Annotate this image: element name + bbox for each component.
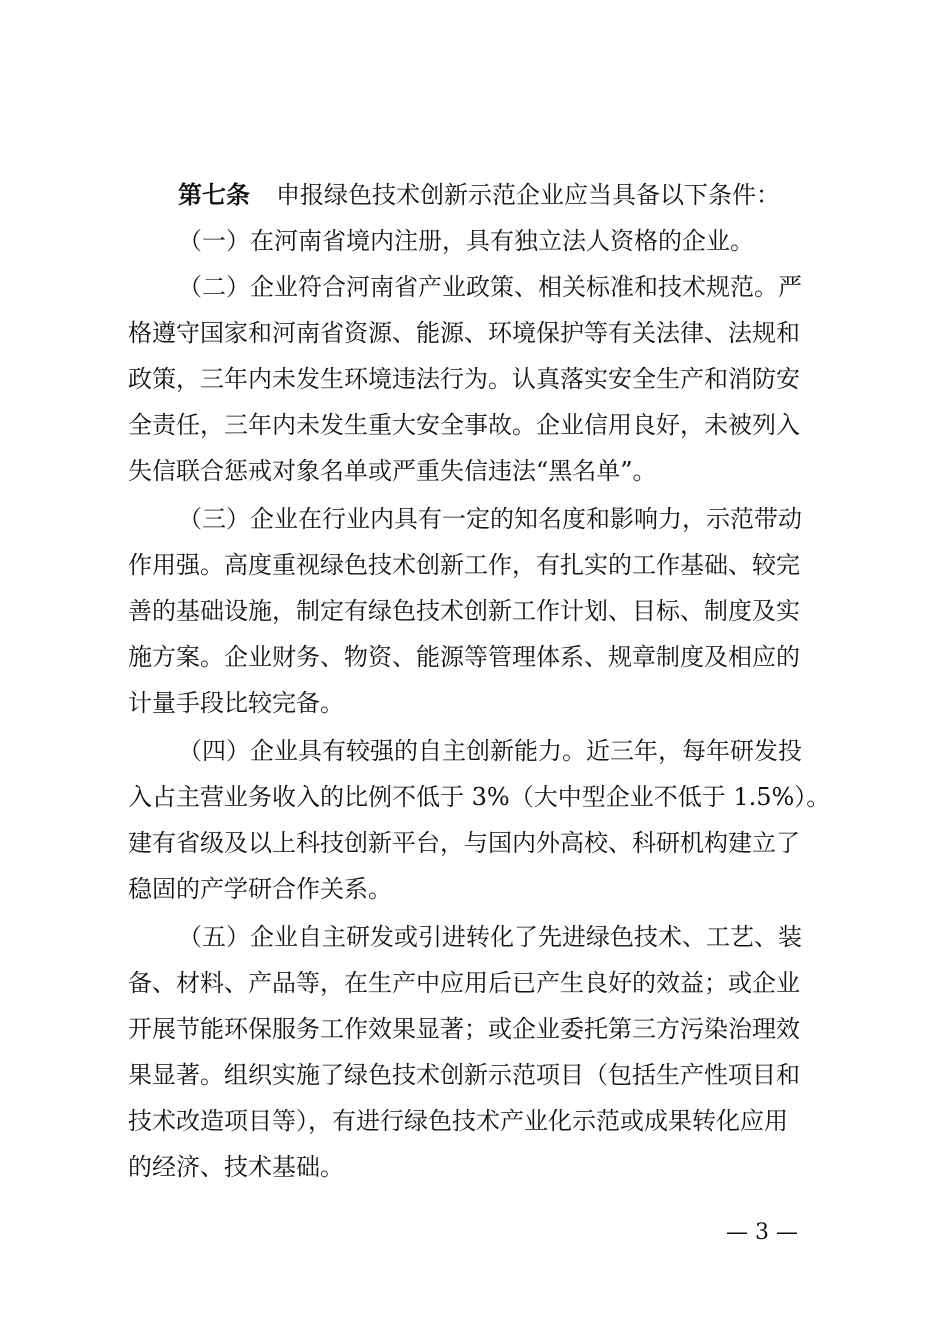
article-heading-line: [128, 172, 830, 218]
condition-3-line-5: 计量手段比较完备。: [128, 689, 344, 717]
condition-2-line-5: 失信联合惩戒对象名单或严重失信违法“黑名单”。: [128, 457, 657, 485]
condition-2-line-2: 格遵守国家和河南省资源、能源、环境保护等有关法律、法规和: [128, 319, 800, 347]
condition-2-line-4: 全责任，三年内未发生重大安全事故。企业信用良好，未被列入: [128, 411, 800, 439]
condition-3-line-1: （三）企业在行业内具有一定的知名度和影响力，示范带动: [178, 505, 802, 533]
condition-5-line-2: 备、材料、产品等，在生产中应用后已产生良好的效益；或企业: [128, 969, 800, 997]
condition-3-line-3: 善的基础设施，制定有绿色技术创新工作计划、目标、制度及实: [128, 597, 800, 625]
condition-4-line-4: 稳固的产学研合作关系。: [128, 875, 392, 903]
condition-2-line-1: （二）企业符合河南省产业政策、相关标准和技术规范。严: [178, 273, 802, 301]
condition-5-line-5: 技术改造项目等），有进行绿色技术产业化示范或成果转化应用: [128, 1107, 788, 1135]
article-body: [128, 172, 830, 1190]
condition-3-line-4: 施方案。企业财务、物资、能源等管理体系、规章制度及相应的: [128, 643, 800, 671]
condition-4-line-3: 建有省级及以上科技创新平台，与国内外高校、科研机构建立了: [128, 829, 800, 857]
article-label: 第七条: [178, 180, 250, 209]
condition-4-line-1: （四）企业具有较强的自主创新能力。近三年，每年研发投: [178, 737, 802, 765]
condition-3-line-2: 作用强。高度重视绿色技术创新工作，有扎实的工作基础、较完: [128, 551, 800, 579]
condition-5-line-6: 的经济、技术基础。: [128, 1153, 344, 1181]
condition-5-line-4: 果显著。组织实施了绿色技术创新示范项目（包括生产性项目和: [128, 1061, 800, 1089]
page-number: — 3 —: [726, 1220, 798, 1245]
condition-2-line-3: 政策，三年内未发生环境违法行为。认真落实安全生产和消防安: [128, 365, 800, 393]
article-heading: 申报绿色技术创新示范企业应当具备以下条件：: [276, 181, 780, 209]
condition-5-line-3: 开展节能环保服务工作效果显著；或企业委托第三方污染治理效: [128, 1015, 800, 1043]
condition-1-line-1: （一）在河南省境内注册，具有独立法人资格的企业。: [178, 227, 754, 255]
condition-5-line-1: （五）企业自主研发或引进转化了先进绿色技术、工艺、装: [178, 923, 802, 951]
condition-4-line-2: 入占主营业务收入的比例不低于 3%（大中型企业不低于 1.5%）。: [128, 783, 831, 811]
